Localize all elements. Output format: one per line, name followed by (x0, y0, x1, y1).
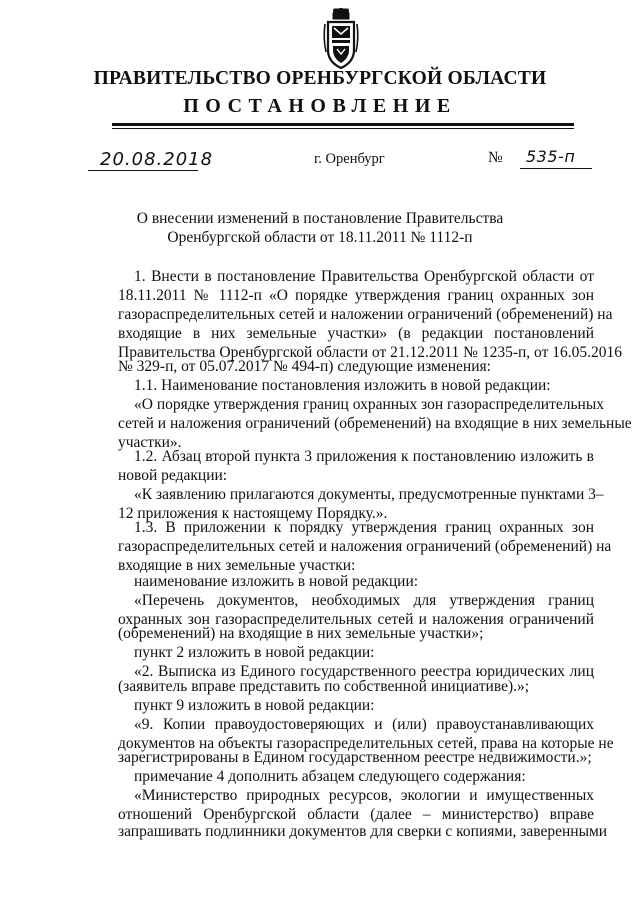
body-line: входящие в них земельные участки: (118, 557, 356, 574)
body-line: охранных зон газораспределительных сетей и наложения ограничений (118, 611, 594, 628)
coat-of-arms-emblem (322, 8, 360, 70)
body-line: Правительства Оренбургской области от 21.12.2011 № 1235-п, от 16.05.2016 (118, 344, 622, 361)
body-line: сетей и наложения ограничений (обременений) на входящие в них земельные (118, 415, 632, 432)
body-line: № 329-п, от 05.07.2017 № 494-п) следующие изменения: (118, 358, 491, 375)
government-name: ПРАВИТЕЛЬСТВО ОРЕНБУРГСКОЙ ОБЛАСТИ (93, 68, 547, 89)
document-number: 535-п (526, 147, 576, 166)
body-line: газораспределительных сетей и наложении ограничений (обременений) на (118, 306, 613, 323)
body-line: 1.1. Наименование постановления изложить в новой редакции: (134, 377, 551, 394)
body-line: (обременений) на входящие в них земельные участки»; (118, 625, 484, 642)
body-line: отношений Оренбургской области (далее – министерство) вправе (118, 806, 594, 823)
body-line: (заявитель вправе представить по собственной инициативе).»; (118, 678, 530, 695)
body-line: входящие в них земельные участки» (в редакции постановлений (118, 325, 594, 342)
body-line: газораспределительных сетей и наложения ограничений (обременений) на (118, 538, 612, 555)
body-line: «Перечень документов, необходимых для утверждения границ (134, 592, 594, 609)
number-label: № (488, 149, 503, 166)
document-date: 20.08.2018 (100, 149, 214, 170)
body-line: новой редакции: (118, 467, 228, 484)
document-city: г. Оренбург (314, 151, 385, 167)
title-line: О внесении изменений в постановление Правительства (136, 210, 504, 227)
body-line: 1.3. В приложении к порядку утверждения границ охранных зон (134, 519, 594, 536)
body-line: пункт 9 изложить в новой редакции: (134, 697, 375, 714)
document-type: ПОСТАНОВЛЕНИЕ (183, 95, 457, 117)
body-line: 12 приложения к настоящему Порядку.». (118, 505, 388, 522)
body-line: 18.11.2011 № 1112-п «О порядке утверждения границ охранных зон (118, 287, 594, 304)
body-line: «9. Копии правоудостоверяющих и (или) правоустанавливающих (134, 716, 594, 733)
header-rule-thick (112, 123, 574, 126)
body-line: запрашивать подлинники документов для сверки с копиями, заверенными (118, 823, 608, 840)
body-line: пункт 2 изложить в новой редакции: (134, 644, 375, 661)
number-underline (520, 168, 592, 169)
document-title (0, 209, 640, 247)
body-line: «К заявлению прилагаются документы, предусмотренные пунктами 3– (134, 486, 604, 503)
body-line: 1. Внести в постановление Правительства Оренбургской области от (134, 268, 594, 285)
body-line: зарегистрированы в Едином государственном реестре недвижимости.»; (118, 749, 592, 766)
body-line: «О порядке утверждения границ охранных зон газораспределительных (134, 396, 605, 413)
body-line: «2. Выписка из Единого государственного реестра юридических лиц (134, 663, 594, 680)
body-line: примечание 4 дополнить абзацем следующего содержания: (134, 768, 526, 785)
body-line: 1.2. Абзац второй пункта 3 приложения к постановлению изложить в (134, 448, 594, 465)
body-line: «Министерство природных ресурсов, экологии и имущественных (134, 787, 594, 804)
header-rule-thin (112, 128, 574, 129)
body-line: документов на объекты газораспределительных сетей, права на которые не (118, 735, 614, 752)
body-line: участки». (118, 434, 182, 451)
title-line: Оренбургской области от 18.11.2011 № 1112-п (167, 229, 473, 246)
body-line: наименование изложить в новой редакции: (134, 573, 419, 590)
date-underline (88, 170, 198, 171)
